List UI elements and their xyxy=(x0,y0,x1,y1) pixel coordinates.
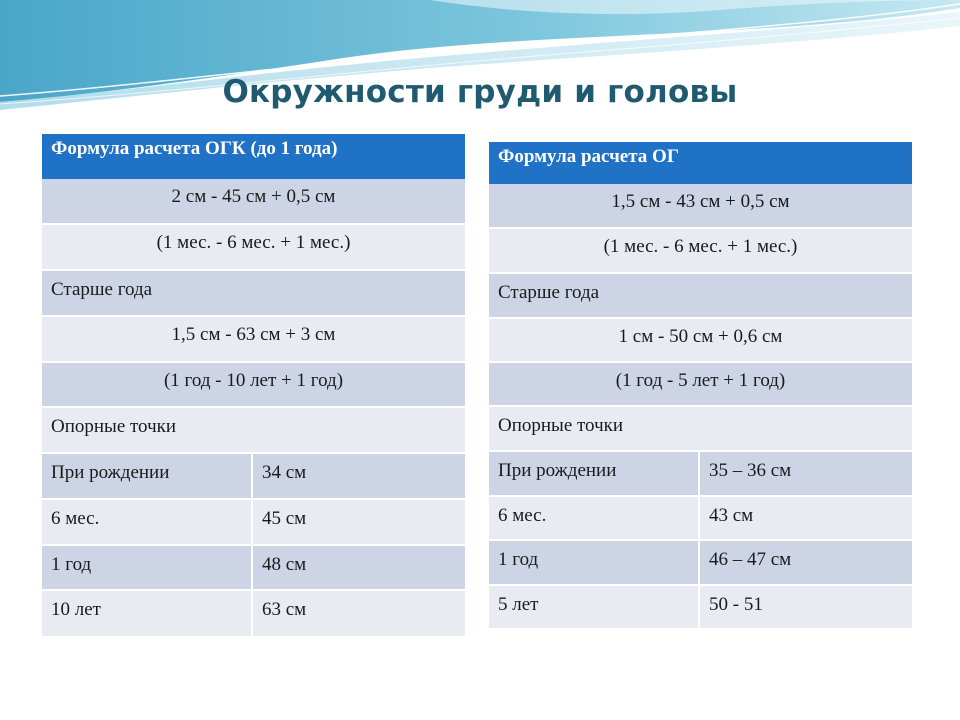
table-row xyxy=(489,363,912,407)
table-row xyxy=(489,184,912,229)
head-circumference-table xyxy=(489,142,912,630)
range-older: (1 год - 10 лет + 1 год) xyxy=(42,363,465,408)
table-row xyxy=(489,452,912,497)
formula-infant: 1,5 см - 43 см + 0,5 см xyxy=(489,184,912,229)
table-header-row xyxy=(42,134,465,179)
table-header-row xyxy=(489,142,912,184)
points-label: Опорные точки xyxy=(489,407,912,452)
table-row xyxy=(489,229,912,274)
table-row xyxy=(42,363,465,408)
chest-circumference-table xyxy=(42,134,465,638)
older-label: Старше года xyxy=(42,271,465,317)
table-row xyxy=(42,408,465,454)
point-age: 10 лет xyxy=(42,591,253,638)
table-row xyxy=(42,179,465,225)
formula-older: 1,5 см - 63 см + 3 см xyxy=(42,317,465,363)
point-value: 63 см xyxy=(253,591,465,638)
point-age: При рождении xyxy=(489,452,700,497)
point-age: 1 год xyxy=(42,546,253,591)
wave-banner xyxy=(0,0,960,130)
range-infant: (1 мес. - 6 мес. + 1 мес.) xyxy=(42,225,465,271)
point-age: При рождении xyxy=(42,454,253,500)
table-row xyxy=(42,317,465,363)
point-age: 1 год xyxy=(489,541,700,586)
point-value: 43 см xyxy=(700,497,912,541)
point-age: 6 мес. xyxy=(489,497,700,541)
table-row xyxy=(489,319,912,363)
point-age: 6 мес. xyxy=(42,500,253,546)
point-value: 45 см xyxy=(253,500,465,546)
point-value: 46 – 47 см xyxy=(700,541,912,586)
slide-title: Окружности груди и головы xyxy=(222,74,738,110)
formula-infant: 2 см - 45 см + 0,5 см xyxy=(42,179,465,225)
older-label: Старше года xyxy=(489,274,912,319)
point-value: 35 – 36 см xyxy=(700,452,912,497)
table-row xyxy=(489,541,912,586)
range-infant: (1 мес. - 6 мес. + 1 мес.) xyxy=(489,229,912,274)
table-row xyxy=(42,454,465,500)
table-row xyxy=(489,497,912,541)
point-value: 34 см xyxy=(253,454,465,500)
table-row xyxy=(42,225,465,271)
point-age: 5 лет xyxy=(489,586,700,630)
table-row xyxy=(489,274,912,319)
table-header: Формула расчета ОГ xyxy=(489,142,912,184)
table-row xyxy=(42,546,465,591)
points-label: Опорные точки xyxy=(42,408,465,454)
table-row xyxy=(489,586,912,630)
table-header: Формула расчета ОГК (до 1 года) xyxy=(42,134,465,179)
point-value: 48 см xyxy=(253,546,465,591)
range-older: (1 год - 5 лет + 1 год) xyxy=(489,363,912,407)
table-row xyxy=(42,500,465,546)
table-row xyxy=(42,271,465,317)
point-value: 50 - 51 xyxy=(700,586,912,630)
formula-older: 1 см - 50 см + 0,6 см xyxy=(489,319,912,363)
table-row xyxy=(489,407,912,452)
table-row xyxy=(42,591,465,638)
